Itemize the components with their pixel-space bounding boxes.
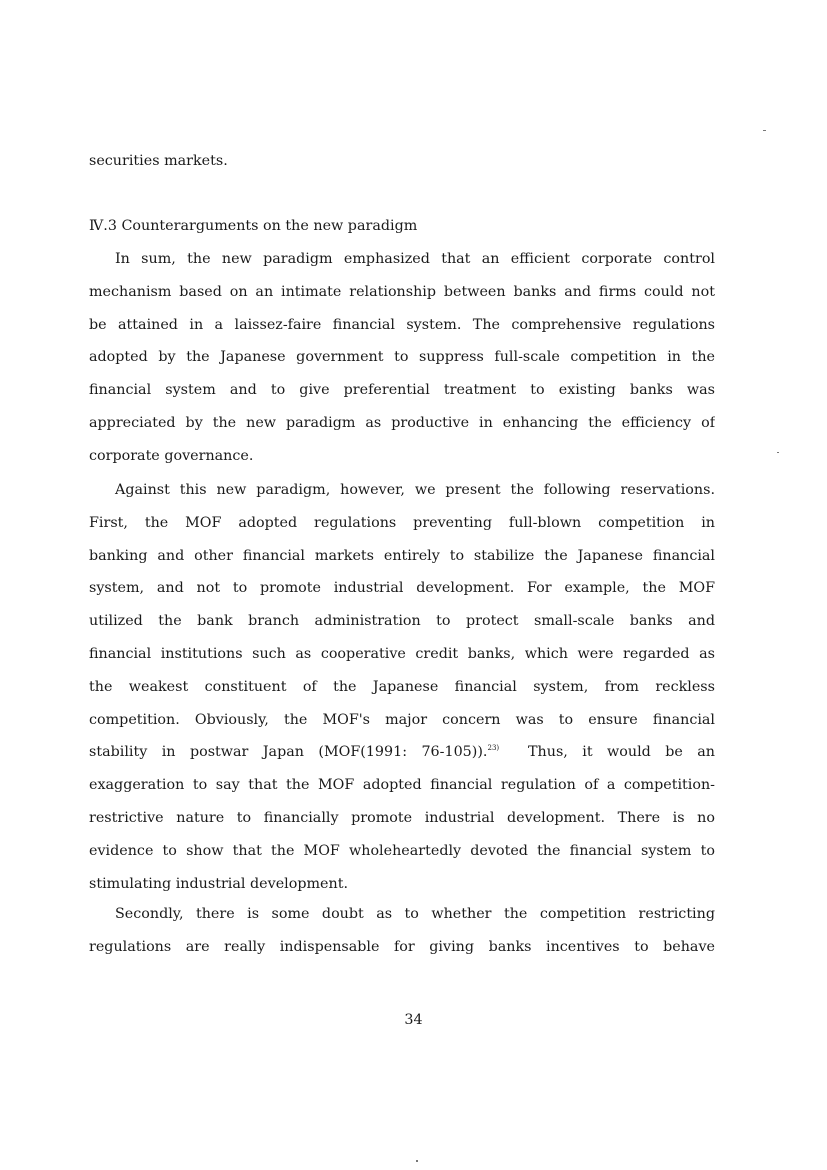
scan-speck [416, 1160, 418, 1162]
citation-text: stability in postwar Japan (MOF(1991: 76-105)). [89, 744, 488, 761]
paragraph-2 [89, 474, 715, 900]
citation-continuation: Thus, it would be an [499, 744, 715, 761]
paragraph-3 [89, 898, 715, 964]
text-line: utilized the bank branch administration to protect small-scale banks and [89, 613, 715, 630]
continuation-text: securities markets. [89, 153, 228, 169]
text-line: exaggeration to say that the MOF adopted financial regulation of a competition- [89, 777, 715, 794]
text-line: system, and not to promote industrial development. For example, the MOF [89, 580, 715, 597]
text-line: corporate governance. [89, 447, 254, 464]
text-line: be attained in a laissez-faire financial system. The comprehensive regulations [89, 316, 715, 333]
text-line: mechanism based on an intimate relationship between banks and firms could not [89, 283, 715, 300]
text-line: In sum, the new paradigm emphasized that an efficient corporate control [115, 251, 715, 267]
text-line: stimulating industrial development. [89, 875, 349, 892]
text-line: banking and other financial markets entirely to stabilize the Japanese financial [89, 547, 715, 564]
footnote-marker: 23) [487, 744, 500, 753]
text-line: the weakest constituent of the Japanese financial system, from reckless [89, 678, 715, 695]
citation-line [89, 736, 715, 769]
text-line: First, the MOF adopted regulations preventing full-blown competition in [89, 514, 715, 531]
text-line: Against this new paradigm, however, we present the following reservations. [115, 482, 715, 498]
section-heading: Ⅳ.3 Counterarguments on the new paradigm [89, 218, 418, 234]
page-number: 34 [404, 1012, 423, 1028]
text-line: financial institutions such as cooperative credit banks, which were regarded as [89, 645, 715, 662]
text-line: restrictive nature to financially promote industrial development. There is no [89, 809, 715, 826]
text-line: appreciated by the new paradigm as productive in enhancing the efficiency of [89, 414, 715, 431]
scan-speck [763, 130, 766, 131]
paragraph-1 [89, 243, 715, 473]
text-line: financial system and to give preferential treatment to existing banks was [89, 382, 715, 399]
text-line: Secondly, there is some doubt as to whether the competition restricting [115, 906, 715, 922]
text-line: evidence to show that the MOF wholeheartedly devoted the financial system to [89, 842, 715, 859]
text-line: competition. Obviously, the MOF's major concern was to ensure financial [89, 711, 715, 728]
scan-speck [777, 452, 779, 453]
text-line: adopted by the Japanese government to suppress full-scale competition in the [89, 349, 715, 366]
text-line: regulations are really indispensable for giving banks incentives to behave [89, 938, 715, 955]
